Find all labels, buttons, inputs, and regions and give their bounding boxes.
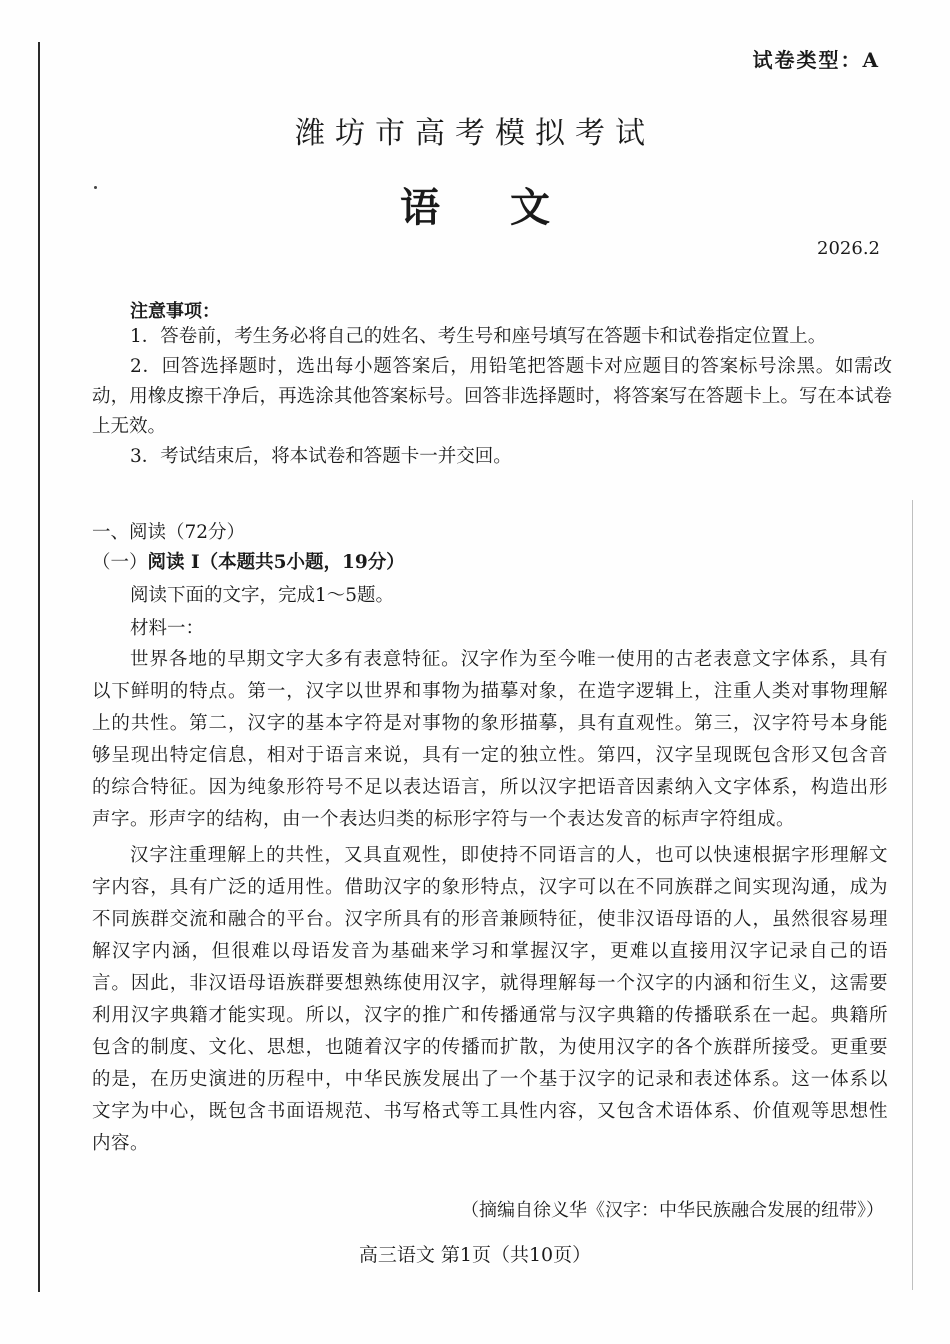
- material-text: [92, 644, 888, 1164]
- note-item-3: 3．考试结束后，将本试卷和答题卡一并交回。: [130, 446, 512, 467]
- reading-instruction: 阅读下面的文字，完成1～5题。: [130, 585, 395, 606]
- paper-type-label: 试卷类型：A: [752, 48, 880, 72]
- exam-title: 潍坊市高考模拟考试: [295, 116, 655, 151]
- note-item-2: 2．回答选择题时，选出每小题答案后，用铅笔把答题卡对应题目的答案标号涂黑。如需改动，用橡皮擦干净后，再选涂其他答案标号。回答非选择题时，将答案写在答题卡上。写在本试卷上无效。: [92, 356, 892, 437]
- subsection-heading: [92, 548, 405, 574]
- subsection-prefix: （一）: [92, 552, 148, 573]
- section-heading: 一、阅读（72分）: [92, 522, 246, 543]
- source-citation: （摘编自徐义华《汉字：中华民族融合发展的纽带》）: [461, 1200, 884, 1221]
- notes-heading: 注意事项：: [130, 301, 220, 322]
- page-footer: 高三语文 第1页（共10页）: [358, 1244, 592, 1266]
- subsection-title: 阅读 I（本题共5小题，19分）: [147, 552, 405, 573]
- material-paragraph-1: 世界各地的早期文字大多有表意特征。汉字作为至今唯一使用的古老表意文字体系，具有以下鲜明的特点。第一，汉字以世界和事物为描摹对象，在造字逻辑上，注重人类对事物理解上的共性。第二，汉字的基本字符是对事物的象形描摹，具有直观性。第三，汉字符号本身能够呈现出特定信息，相对于语言来说，具有一定的独立性。第四，汉字呈现既包含形又包含音的综合特征。因为纯象形符号不足以表达语言，所以汉字把语音因素纳入文字体系，构造出形声字。形声字的结构，由一个表达归类的标形字符与一个表达发音的标声字符组成。: [92, 649, 888, 830]
- material-label: 材料一：: [130, 618, 205, 639]
- subject-title: 语文: [400, 184, 620, 231]
- notes-list: [92, 322, 892, 472]
- material-paragraph-2: 汉字注重理解上的共性，又具直观性，即使持不同语言的人，也可以快速根据字形理解文字内容，具有广泛的适用性。借助汉字的象形特点，汉字可以在不同族群之间实现沟通，成为不同族群交流和融合的平台。汉字所具有的形音兼顾特征，使非汉语母语的人，虽然很容易理解汉字内涵，但很难以母语发音为基础来学习和掌握汉字，更难以直接用汉字记录自己的语言。因此，非汉语母语族群要想熟练使用汉字，就得理解每一个汉字的内涵和衍生义，这需要利用汉字典籍才能实现。所以，汉字的推广和传播通常与汉字典籍的传播联系在一起。典籍所包含的制度、文化、思想，也随着汉字的传播而扩散，为使用汉字的各个族群所接受。更重要的是，在历史演进的历程中，中华民族发展出了一个基于汉字的记录和表述体系。这一体系以文字为中心，既包含书面语规范、书写格式等工具性内容，又包含术语体系、价值观等思想性内容。: [92, 845, 888, 1154]
- exam-date: 2026.2: [817, 238, 880, 259]
- scan-edge-line: [912, 500, 913, 1290]
- note-item-1: 1．答卷前，考生务必将自己的姓名、考生号和座号填写在答题卡和试卷指定位置上。: [130, 326, 827, 347]
